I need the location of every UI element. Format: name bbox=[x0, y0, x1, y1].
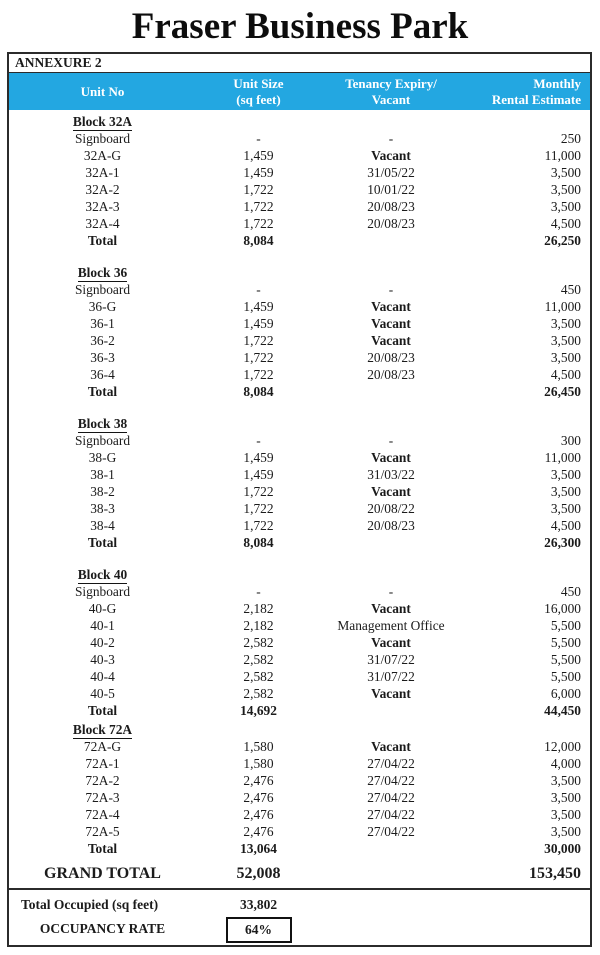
tenancy-cell: 20/08/23 bbox=[367, 367, 415, 382]
unit-no-cell: 36-4 bbox=[90, 367, 115, 382]
unit-row bbox=[9, 823, 590, 840]
unit-row bbox=[9, 772, 590, 789]
unit-row bbox=[9, 366, 590, 383]
rent-cell: 4,000 bbox=[550, 756, 581, 771]
unit-row bbox=[9, 281, 590, 298]
total-label-cell: Total bbox=[87, 703, 118, 718]
rent-cell: 3,500 bbox=[550, 316, 581, 331]
rent-cell: 3,500 bbox=[550, 199, 581, 214]
tenancy-cell: Vacant bbox=[371, 686, 411, 701]
cell-spacer bbox=[196, 264, 321, 282]
block-heading-row bbox=[9, 264, 590, 281]
table-header bbox=[9, 73, 590, 110]
cell-spacer bbox=[321, 264, 461, 282]
grand-total-row bbox=[9, 865, 590, 883]
unit-row bbox=[9, 449, 590, 466]
tenancy-cell: Management Office bbox=[337, 618, 445, 633]
unit-no-cell: 36-2 bbox=[90, 333, 115, 348]
rent-cell: 3,500 bbox=[550, 467, 581, 482]
block-section bbox=[9, 415, 590, 551]
unit-row bbox=[9, 483, 590, 500]
rent-cell: 450 bbox=[560, 584, 581, 599]
tenancy-cell: 31/07/22 bbox=[367, 669, 415, 684]
cell-spacer bbox=[321, 113, 461, 131]
unit-size-cell: - bbox=[256, 433, 261, 448]
tenancy-cell: - bbox=[388, 131, 394, 146]
unit-row bbox=[9, 349, 590, 366]
block-heading-row bbox=[9, 721, 590, 738]
unit-row bbox=[9, 517, 590, 534]
rent-cell: 11,000 bbox=[544, 299, 581, 314]
cell-spacer bbox=[461, 113, 590, 131]
cell-spacer bbox=[461, 721, 590, 739]
column-header-text: Unit No bbox=[80, 83, 125, 99]
tenancy-cell: Vacant bbox=[371, 450, 411, 465]
tenancy-cell: Vacant bbox=[371, 333, 411, 348]
block-section bbox=[9, 113, 590, 249]
unit-size-cell: 2,476 bbox=[243, 824, 274, 839]
cell-spacer bbox=[321, 840, 461, 857]
unit-no-cell: 32A-4 bbox=[85, 216, 120, 231]
rent-cell: 11,000 bbox=[544, 450, 581, 465]
rent-cell: 5,500 bbox=[550, 618, 581, 633]
rent-cell: 3,500 bbox=[550, 773, 581, 788]
block-heading: Block 72A bbox=[72, 722, 133, 737]
unit-size-cell: 1,722 bbox=[243, 501, 274, 516]
total-label-cell: Total bbox=[87, 233, 118, 248]
block-heading-row bbox=[9, 113, 590, 130]
cell-spacer bbox=[461, 566, 590, 584]
total-size-cell: 8,084 bbox=[243, 233, 274, 248]
unit-no-cell: Signboard bbox=[74, 131, 131, 146]
column-header-unit-no bbox=[9, 84, 196, 100]
cell-spacer bbox=[196, 113, 321, 131]
rent-cell: 300 bbox=[560, 433, 581, 448]
unit-no-cell: 32A-2 bbox=[85, 182, 120, 197]
unit-size-cell: 1,459 bbox=[243, 450, 274, 465]
unit-size-cell: 1,459 bbox=[243, 148, 274, 163]
unit-no-cell: 38-1 bbox=[90, 467, 115, 482]
block-heading: Block 38 bbox=[77, 416, 128, 431]
occupancy-rate-label: OCCUPANCY RATE bbox=[39, 921, 166, 936]
column-header-text: Vacant bbox=[371, 91, 411, 107]
unit-size-cell: 2,182 bbox=[243, 618, 274, 633]
unit-size-cell: 2,582 bbox=[243, 669, 274, 684]
occupancy-rate-row bbox=[9, 915, 590, 943]
column-header-monthly-rental bbox=[461, 76, 590, 107]
unit-row bbox=[9, 130, 590, 147]
unit-no-cell: 72A-4 bbox=[85, 807, 120, 822]
rent-cell: 5,500 bbox=[550, 669, 581, 684]
block-section bbox=[9, 264, 590, 400]
unit-no-cell: 36-G bbox=[88, 299, 117, 314]
grand-total-rent: 153,450 bbox=[529, 865, 581, 882]
unit-size-cell: 1,722 bbox=[243, 367, 274, 382]
tenancy-cell: 20/08/22 bbox=[367, 501, 415, 516]
unit-row bbox=[9, 806, 590, 823]
unit-row bbox=[9, 432, 590, 449]
tenancy-cell: 27/04/22 bbox=[367, 756, 415, 771]
rent-cell: 3,500 bbox=[550, 350, 581, 365]
unit-no-cell: Signboard bbox=[74, 433, 131, 448]
unit-size-cell: 1,722 bbox=[243, 518, 274, 533]
unit-size-cell: 2,582 bbox=[243, 686, 274, 701]
unit-no-cell: 40-3 bbox=[90, 652, 115, 667]
occupancy-rate-value: 64% bbox=[226, 917, 292, 943]
total-label-cell: Total bbox=[87, 535, 118, 550]
tenancy-cell: 27/04/22 bbox=[367, 807, 415, 822]
total-rent-cell: 26,450 bbox=[544, 384, 581, 399]
summary-box bbox=[7, 888, 592, 947]
unit-row bbox=[9, 755, 590, 772]
unit-no-cell: 40-4 bbox=[90, 669, 115, 684]
unit-no-cell: 36-1 bbox=[90, 316, 115, 331]
tenancy-cell: Vacant bbox=[371, 739, 411, 754]
tenancy-cell: 20/08/23 bbox=[367, 518, 415, 533]
tenancy-cell: Vacant bbox=[371, 484, 411, 499]
cell-spacer bbox=[461, 415, 590, 433]
tenancy-cell: 27/04/22 bbox=[367, 790, 415, 805]
grand-total-spacer bbox=[321, 865, 461, 883]
unit-size-cell: 1,459 bbox=[243, 165, 274, 180]
tenancy-cell: 10/01/22 bbox=[367, 182, 415, 197]
cell-spacer bbox=[196, 721, 321, 739]
cell-spacer bbox=[321, 415, 461, 433]
tenancy-cell: 20/08/23 bbox=[367, 350, 415, 365]
unit-no-cell: 72A-5 bbox=[85, 824, 120, 839]
column-header-text: (sq feet) bbox=[236, 91, 281, 107]
unit-size-cell: 2,476 bbox=[243, 790, 274, 805]
tenancy-cell: 27/04/22 bbox=[367, 773, 415, 788]
rent-cell: 16,000 bbox=[544, 601, 581, 616]
unit-no-cell: 40-5 bbox=[90, 686, 115, 701]
unit-row bbox=[9, 634, 590, 651]
unit-no-cell: 38-4 bbox=[90, 518, 115, 533]
tenancy-cell: Vacant bbox=[371, 316, 411, 331]
unit-row bbox=[9, 583, 590, 600]
rent-cell: 3,500 bbox=[550, 165, 581, 180]
unit-no-cell: 40-G bbox=[88, 601, 117, 616]
unit-size-cell: 2,476 bbox=[243, 773, 274, 788]
unit-row bbox=[9, 215, 590, 232]
block-heading: Block 32A bbox=[72, 114, 133, 129]
total-rent-cell: 26,250 bbox=[544, 233, 581, 248]
unit-row bbox=[9, 332, 590, 349]
unit-size-cell: 1,580 bbox=[243, 739, 274, 754]
cell-spacer bbox=[461, 264, 590, 282]
unit-size-cell: 2,582 bbox=[243, 635, 274, 650]
rent-cell: 3,500 bbox=[550, 807, 581, 822]
column-header-text: Tenancy Expiry/ bbox=[345, 76, 437, 91]
unit-no-cell: 72A-2 bbox=[85, 773, 120, 788]
unit-size-cell: 1,722 bbox=[243, 216, 274, 231]
rent-cell: 4,500 bbox=[550, 518, 581, 533]
rent-cell: 6,000 bbox=[550, 686, 581, 701]
total-size-cell: 14,692 bbox=[240, 703, 277, 718]
annexure-label: ANNEXURE 2 bbox=[9, 54, 590, 73]
unit-no-cell: Signboard bbox=[74, 282, 131, 297]
column-header-text: Monthly bbox=[533, 76, 581, 91]
rent-cell: 11,000 bbox=[544, 148, 581, 163]
tenancy-cell: 20/08/23 bbox=[367, 199, 415, 214]
unit-row bbox=[9, 147, 590, 164]
unit-row bbox=[9, 181, 590, 198]
occupancy-rate-box-wrap bbox=[196, 917, 321, 943]
unit-no-cell: 72A-G bbox=[83, 739, 122, 754]
cell-spacer bbox=[321, 721, 461, 739]
tenancy-cell: 31/03/22 bbox=[367, 467, 415, 482]
unit-size-cell: - bbox=[256, 584, 261, 599]
column-header-text: Rental Estimate bbox=[491, 91, 581, 107]
grand-total-size: 52,008 bbox=[236, 865, 281, 882]
unit-size-cell: 1,722 bbox=[243, 350, 274, 365]
tenancy-cell: - bbox=[388, 282, 394, 297]
unit-size-cell: 2,582 bbox=[243, 652, 274, 667]
unit-size-cell: 1,459 bbox=[243, 316, 274, 331]
total-rent-cell: 44,450 bbox=[544, 703, 581, 718]
rent-cell: 3,500 bbox=[550, 501, 581, 516]
rent-cell: 3,500 bbox=[550, 484, 581, 499]
tenancy-cell: Vacant bbox=[371, 635, 411, 650]
tenancy-cell: Vacant bbox=[371, 601, 411, 616]
unit-row bbox=[9, 198, 590, 215]
rent-cell: 5,500 bbox=[550, 635, 581, 650]
unit-no-cell: 38-2 bbox=[90, 484, 115, 499]
column-header-tenancy bbox=[321, 76, 461, 107]
block-total-row bbox=[9, 702, 590, 719]
unit-size-cell: 1,722 bbox=[243, 333, 274, 348]
rent-cell: 4,500 bbox=[550, 367, 581, 382]
grand-total-label: GRAND TOTAL bbox=[44, 865, 161, 882]
total-size-cell: 13,064 bbox=[240, 841, 277, 856]
unit-no-cell: 32A-1 bbox=[85, 165, 120, 180]
unit-size-cell: 1,459 bbox=[243, 467, 274, 482]
table-body bbox=[9, 110, 590, 857]
block-section bbox=[9, 566, 590, 719]
block-total-row bbox=[9, 534, 590, 551]
total-rent-cell: 26,300 bbox=[544, 535, 581, 550]
cell-spacer bbox=[321, 702, 461, 719]
rent-cell: 5,500 bbox=[550, 652, 581, 667]
unit-size-cell: 1,722 bbox=[243, 199, 274, 214]
tenancy-cell: 31/05/22 bbox=[367, 165, 415, 180]
tenancy-cell: Vacant bbox=[371, 148, 411, 163]
unit-row bbox=[9, 500, 590, 517]
rent-cell: 250 bbox=[560, 131, 581, 146]
unit-size-cell: 1,722 bbox=[243, 484, 274, 499]
rent-cell: 3,500 bbox=[550, 824, 581, 839]
unit-row bbox=[9, 600, 590, 617]
unit-row bbox=[9, 738, 590, 755]
unit-no-cell: 32A-G bbox=[83, 148, 122, 163]
cell-spacer bbox=[321, 566, 461, 584]
unit-size-cell: 1,722 bbox=[243, 182, 274, 197]
unit-row bbox=[9, 298, 590, 315]
unit-row bbox=[9, 164, 590, 181]
unit-no-cell: 38-3 bbox=[90, 501, 115, 516]
unit-row bbox=[9, 315, 590, 332]
unit-no-cell: 40-2 bbox=[90, 635, 115, 650]
rental-schedule-table bbox=[7, 52, 592, 890]
total-occupied-row bbox=[9, 894, 590, 915]
tenancy-cell: 31/07/22 bbox=[367, 652, 415, 667]
total-rent-cell: 30,000 bbox=[544, 841, 581, 856]
unit-size-cell: 1,580 bbox=[243, 756, 274, 771]
unit-size-cell: 2,476 bbox=[243, 807, 274, 822]
unit-size-cell: 2,182 bbox=[243, 601, 274, 616]
rent-cell: 4,500 bbox=[550, 216, 581, 231]
block-total-row bbox=[9, 383, 590, 400]
total-label-cell: Total bbox=[87, 384, 118, 399]
block-total-row bbox=[9, 840, 590, 857]
page-title: Fraser Business Park bbox=[131, 6, 469, 47]
unit-no-cell: Signboard bbox=[74, 584, 131, 599]
unit-row bbox=[9, 668, 590, 685]
unit-size-cell: - bbox=[256, 282, 261, 297]
total-occupied-value: 33,802 bbox=[239, 896, 278, 912]
unit-no-cell: 38-G bbox=[88, 450, 117, 465]
tenancy-cell: 27/04/22 bbox=[367, 824, 415, 839]
unit-row bbox=[9, 466, 590, 483]
total-label-cell: Total bbox=[87, 841, 118, 856]
cell-spacer bbox=[321, 383, 461, 400]
rent-cell: 450 bbox=[560, 282, 581, 297]
unit-size-cell: 1,459 bbox=[243, 299, 274, 314]
unit-row bbox=[9, 617, 590, 634]
block-heading-row bbox=[9, 415, 590, 432]
cell-spacer bbox=[196, 415, 321, 433]
unit-no-cell: 32A-3 bbox=[85, 199, 120, 214]
rent-cell: 3,500 bbox=[550, 333, 581, 348]
block-section bbox=[9, 721, 590, 857]
cell-spacer bbox=[321, 534, 461, 551]
total-size-cell: 8,084 bbox=[243, 535, 274, 550]
tenancy-cell: 20/08/23 bbox=[367, 216, 415, 231]
unit-size-cell: - bbox=[256, 131, 261, 146]
unit-row bbox=[9, 789, 590, 806]
total-size-cell: 8,084 bbox=[243, 384, 274, 399]
unit-no-cell: 40-1 bbox=[90, 618, 115, 633]
block-total-row bbox=[9, 232, 590, 249]
block-heading: Block 40 bbox=[77, 567, 128, 582]
total-occupied-label: Total Occupied (sq feet) bbox=[21, 896, 159, 912]
tenancy-cell: - bbox=[388, 584, 394, 599]
unit-no-cell: 36-3 bbox=[90, 350, 115, 365]
column-header-unit-size bbox=[196, 76, 321, 107]
tenancy-cell: - bbox=[388, 433, 394, 448]
cell-spacer bbox=[321, 232, 461, 249]
unit-row bbox=[9, 685, 590, 702]
block-heading-row bbox=[9, 566, 590, 583]
unit-row bbox=[9, 651, 590, 668]
rent-cell: 3,500 bbox=[550, 790, 581, 805]
unit-no-cell: 72A-1 bbox=[85, 756, 120, 771]
block-heading: Block 36 bbox=[77, 265, 128, 280]
cell-spacer bbox=[196, 566, 321, 584]
tenancy-cell: Vacant bbox=[371, 299, 411, 314]
rent-cell: 12,000 bbox=[544, 739, 581, 754]
rent-cell: 3,500 bbox=[550, 182, 581, 197]
unit-no-cell: 72A-3 bbox=[85, 790, 120, 805]
column-header-text: Unit Size bbox=[233, 76, 284, 91]
